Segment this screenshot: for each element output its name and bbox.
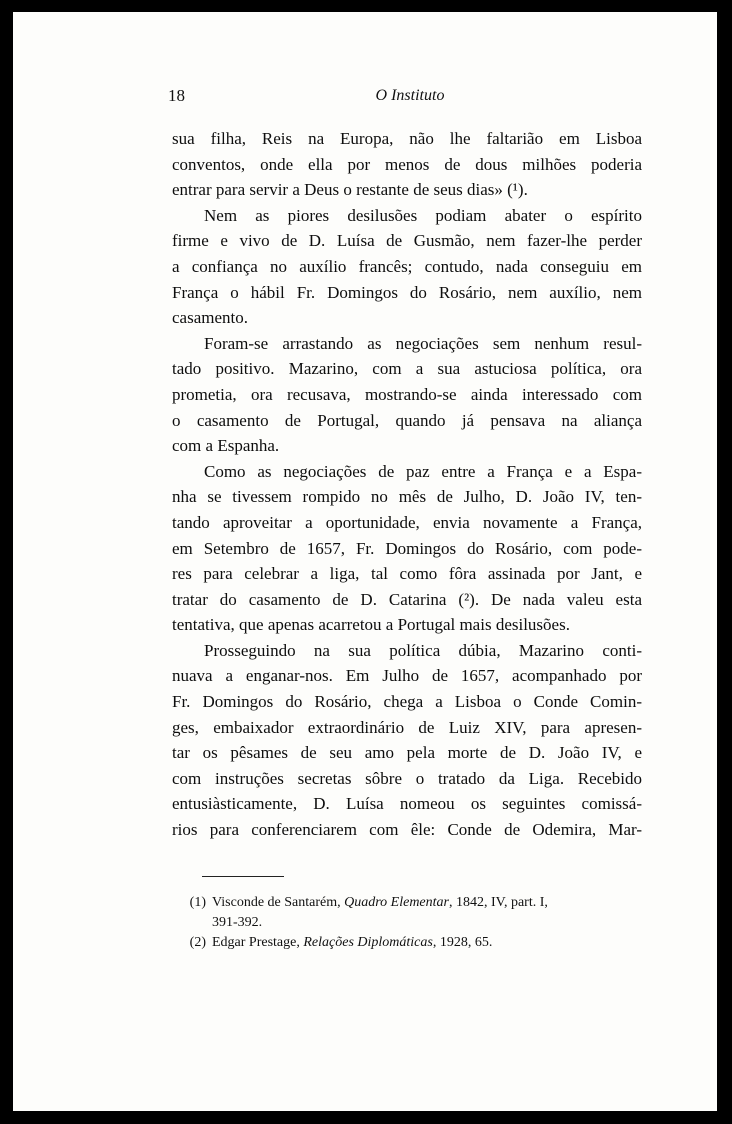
text-line: nuava a enganar-nos. Em Julho de 1657, acompanhado por xyxy=(172,666,642,686)
footnote-ref: (1) xyxy=(189,895,206,910)
paragraph xyxy=(172,459,642,638)
text-line: prometia, ora recusava, mostrando-se ainda interessado com xyxy=(172,384,642,404)
text-line: tar os pêsames de seu amo pela morte de D. João IV, e xyxy=(172,743,642,763)
text-line: tratar do casamento de D. Catarina (²). De nada valeu esta xyxy=(172,589,642,609)
text-line: Foram-se arrastando as negociações sem nenhum resul- xyxy=(204,333,642,353)
footnote-separator xyxy=(202,876,284,877)
text-line: rios para conferenciarem com êle: Conde de Odemira, Mar- xyxy=(172,820,642,840)
body-text xyxy=(172,126,642,843)
text-line: tentativa, que apenas acarretou a Portugal mais desilusões. xyxy=(172,615,570,635)
text-line: entusiàsticamente, D. Luísa nomeou os seguintes comissá- xyxy=(172,794,642,814)
footnote-ref: (2) xyxy=(189,935,206,950)
text-line: França o hábil Fr. Domingos do Rosário, nem auxílio, nem xyxy=(172,282,642,302)
text-line: casamento. xyxy=(172,308,248,328)
footnote-text: , 1928, 65. xyxy=(432,935,493,950)
text-line: em Setembro de 1657, Fr. Domingos do Rosário, com pode- xyxy=(172,538,642,558)
footnote-text: 391-392. xyxy=(212,915,263,930)
text-line: conventos, onde ella por menos de dous milhões poderia xyxy=(172,154,642,174)
paragraph xyxy=(172,638,642,843)
footnotes xyxy=(172,893,642,953)
text-line: nha se tivessem rompido no mês de Julho, D. João IV, ten- xyxy=(172,487,642,507)
paragraph xyxy=(172,126,642,203)
text-line: a confiança no auxílio francês; contudo, nada conseguiu em xyxy=(172,256,642,276)
text-line: Prosseguindo na sua política dúbia, Mazarino conti- xyxy=(204,640,642,660)
footnote-text: , 1842, IV, part. I, xyxy=(448,895,548,910)
text-line: tado positivo. Mazarino, com a sua astuciosa política, ora xyxy=(172,359,642,379)
footnote xyxy=(172,893,642,913)
footnote-text: Visconde de Santarém, xyxy=(212,895,345,910)
text-line: Nem as piores desilusões podiam abater o espírito xyxy=(204,205,642,225)
text-line: Como as negociações de paz entre a França e a Espa- xyxy=(204,461,642,481)
footnote xyxy=(172,933,642,953)
footnote-title: Relações Diplomáticas xyxy=(303,935,433,950)
page-number: 18 xyxy=(168,86,185,105)
text-line: entrar para servir a Deus o restante de seus dias» (¹). xyxy=(172,180,528,200)
text-line: firme e vivo de D. Luísa de Gusmão, nem fazer-lhe perder xyxy=(172,231,642,251)
footnote-text: Edgar Prestage, xyxy=(212,935,304,950)
footnote-continuation xyxy=(172,913,642,933)
text-line: com a Espanha. xyxy=(172,436,280,456)
page-header xyxy=(160,86,640,110)
running-title: O Instituto xyxy=(375,87,445,104)
paragraph xyxy=(172,331,642,459)
paragraph xyxy=(172,203,642,331)
text-line: Fr. Domingos do Rosário, chega a Lisboa o Conde Comin- xyxy=(172,692,642,712)
text-line: ges, embaixador extraordinário de Luiz XIV, para apresen- xyxy=(172,717,642,737)
text-line: res para celebrar a liga, tal como fôra assinada por Jant, e xyxy=(172,564,642,584)
footnote-title: Quadro Elementar xyxy=(344,895,449,910)
text-line: sua filha, Reis na Europa, não lhe faltarião em Lisboa xyxy=(172,129,642,148)
text-line: com instruções secretas sôbre o tratado da Liga. Recebido xyxy=(172,768,642,788)
text-line: tando aproveitar a oportunidade, envia novamente a França, xyxy=(172,512,642,532)
text-line: o casamento de Portugal, quando já pensava na aliança xyxy=(172,410,642,430)
